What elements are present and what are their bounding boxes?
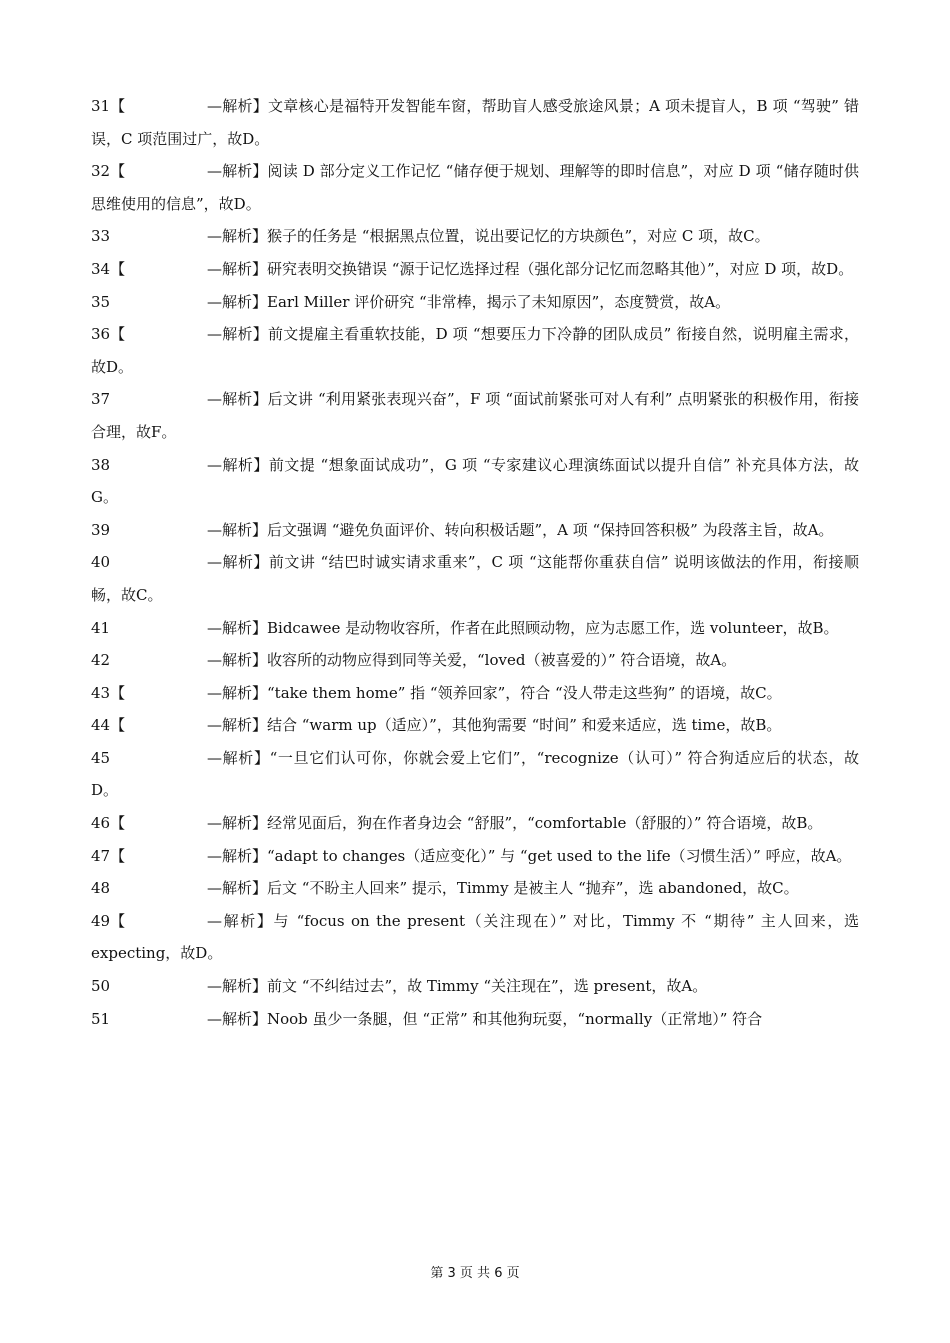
question-number: 36【 (91, 325, 126, 344)
question-number: 48 (91, 879, 111, 898)
answer-entry (91, 90, 859, 155)
question-number: 37 (91, 390, 111, 409)
page-footer: 第 3 页 共 6 页 (430, 1266, 520, 1281)
explanation-text: —解析】与 “focus on the present（关注现在）” 对比，Timmy 不 “期待” 主人回来，选 expecting，故D。 (91, 911, 859, 963)
explanation-text: —解析】后文强调 “避免负面评价、转向积极话题”，A 项 “保持回答积极” 为段落主旨，故A。 (207, 520, 834, 539)
explanation-text: —解析】阅读 D 部分定义工作记忆 “储存便于规划、理解等的即时信息”，对应 D 项 “储存随时供思维使用的信息”，故D。 (91, 162, 859, 213)
explanation-text: —解析】“一旦它们认可你，你就会爱上它们”，“recognize（认可）” 符合狗适应后的状态，故D。 (91, 748, 859, 800)
answer-entry (91, 318, 859, 383)
answer-entry (91, 905, 859, 970)
question-number: 51 (91, 1009, 111, 1028)
answer-entry (91, 1003, 859, 1036)
question-number: 35 (91, 292, 111, 311)
answer-entry (91, 220, 859, 253)
explanation-text: —解析】前文讲 “结巴时诚实请求重来”，C 项 “这能帮你重获自信” 说明该做法的作用，衔接顺畅，故C。 (91, 553, 859, 604)
answer-list (91, 90, 859, 1035)
answer-entry (91, 872, 859, 905)
explanation-text: —解析】后文讲 “利用紧张表现兴奋”，F 项 “面试前紧张可对人有利” 点明紧张的积极作用，衔接合理，故F。 (91, 390, 859, 441)
explanation-text: —解析】前文提雇主看重软技能，D 项 “想要压力下冷静的团队成员” 衔接自然，说明雇主需求，故D。 (91, 325, 859, 376)
explanation-text: —解析】研究表明交换错误 “源于记忆选择过程（强化部分记忆而忽略其他）”，对应 D 项，故D。 (207, 259, 854, 278)
answer-entry (91, 709, 859, 742)
explanation-text: —解析】Bidcawee 是动物收容所，作者在此照顾动物，应为志愿工作，选 volunteer，故B。 (207, 618, 839, 637)
explanation-text: —解析】Noob 虽少一条腿，但 “正常” 和其他狗玩耍，“normally（正常地）” 符合 (207, 1009, 763, 1028)
question-number: 41 (91, 618, 111, 637)
question-number: 42 (91, 651, 111, 670)
explanation-text: —解析】收容所的动物应得到同等关爱，“loved（被喜爱的）” 符合语境，故A。 (207, 651, 737, 670)
explanation-text: —解析】Earl Miller 评价研究 “非常棒，揭示了未知原因”，态度赞赏，故A。 (207, 292, 731, 311)
answer-entry (91, 970, 859, 1003)
answer-entry (91, 383, 859, 448)
question-number: 50 (91, 977, 111, 996)
question-number: 40 (91, 553, 111, 572)
answer-entry (91, 677, 859, 710)
explanation-text: —解析】“take them home” 指 “领养回家”，符合 “没人带走这些狗” 的语境，故C。 (207, 683, 782, 702)
explanation-text: —解析】文章核心是福特开发智能车窗，帮助盲人感受旅途风景；A 项未提盲人，B 项 “驾驶” 错误，C 项范围过广，故D。 (91, 97, 859, 148)
question-number: 47【 (91, 846, 126, 865)
question-number: 31【 (91, 97, 126, 115)
explanation-text: —解析】后文 “不盼主人回来” 提示，Timmy 是被主人 “抛弃”，选 abandoned，故C。 (207, 879, 799, 898)
answer-entry (91, 449, 859, 514)
answer-entry (91, 742, 859, 807)
question-number: 39 (91, 520, 111, 539)
question-number: 38 (91, 455, 111, 474)
question-number: 49【 (91, 911, 126, 930)
answer-entry (91, 807, 859, 840)
question-number: 33 (91, 227, 111, 246)
question-number: 44【 (91, 716, 126, 735)
answer-entry (91, 840, 859, 873)
answer-entry (91, 546, 859, 611)
answer-entry (91, 514, 859, 547)
explanation-text: —解析】猴子的任务是 “根据黑点位置，说出要记忆的方块颜色”，对应 C 项，故C。 (207, 227, 770, 246)
explanation-text: —解析】结合 “warm up（适应）”，其他狗需要 “时间” 和爱来适应，选 time，故B。 (207, 716, 782, 735)
question-number: 45 (91, 748, 111, 767)
explanation-text: —解析】“adapt to changes（适应变化）” 与 “get used to the life（习惯生活）” 呼应，故A。 (207, 846, 852, 865)
explanation-text: —解析】前文提 “想象面试成功”，G 项 “专家建议心理演练面试以提升自信” 补充具体方法，故G。 (91, 455, 859, 507)
question-number: 34【 (91, 259, 126, 278)
answer-entry (91, 253, 859, 286)
answer-entry (91, 644, 859, 677)
answer-entry (91, 155, 859, 220)
question-number: 32【 (91, 162, 126, 181)
answer-entry (91, 612, 859, 645)
answer-entry (91, 286, 859, 319)
explanation-text: —解析】前文 “不纠结过去”，故 Timmy “关注现在”，选 present，故A。 (207, 977, 708, 996)
explanation-text: —解析】经常见面后，狗在作者身边会 “舒服”，“comfortable（舒服的）” 符合语境，故B。 (207, 814, 823, 833)
question-number: 46【 (91, 814, 126, 833)
question-number: 43【 (91, 683, 126, 702)
